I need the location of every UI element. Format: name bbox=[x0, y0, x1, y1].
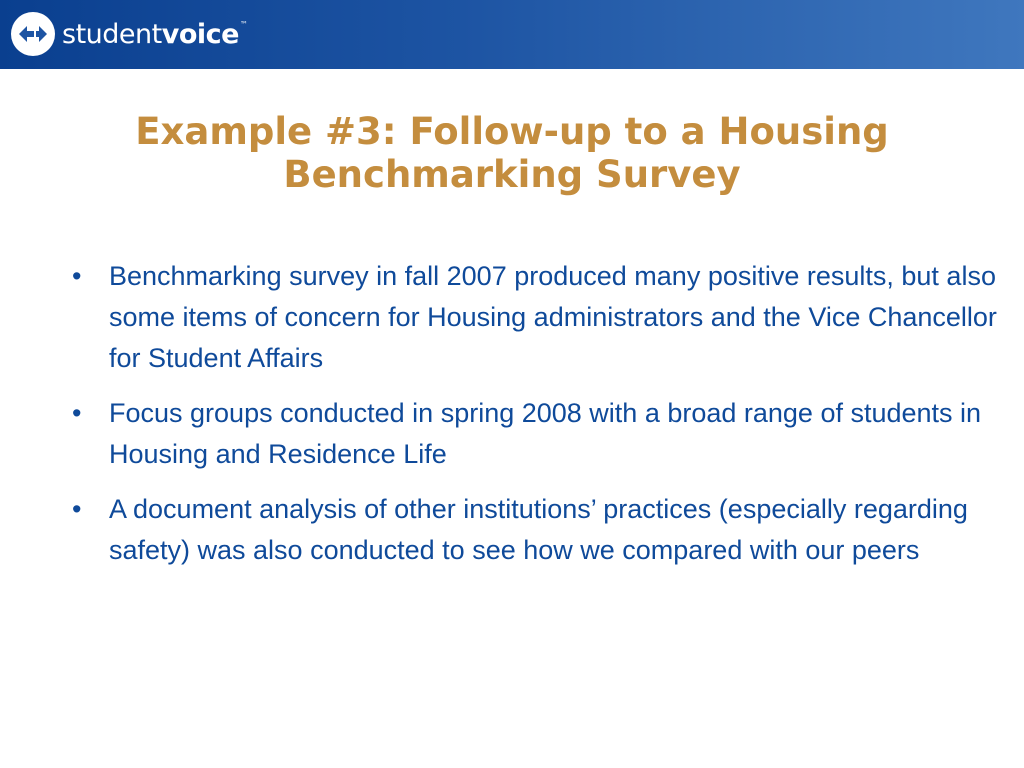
bullet-item-1 bbox=[70, 256, 1000, 379]
logo-trademark: ™ bbox=[239, 19, 248, 29]
slide-title: Example #3: Follow-up to a Housing Benchmarking Survey bbox=[135, 110, 889, 196]
bullet-item-2 bbox=[70, 393, 1000, 475]
arrow-circle-icon bbox=[10, 11, 56, 57]
logo-text-voice: voice bbox=[161, 18, 239, 50]
logo-wordmark bbox=[62, 18, 248, 50]
studentvoice-logo bbox=[10, 10, 247, 58]
bullet-text-1: Benchmarking survey in fall 2007 produced many positive results, but also some items of concern for Housing administrators and the Vice Chancellor for Student Affairs bbox=[109, 261, 997, 373]
bullet-dot: • bbox=[72, 494, 82, 524]
bullet-text-3: A document analysis of other institutions’ practices (especially regarding safety) was also conducted to see how we compared with our peers bbox=[109, 494, 968, 565]
bullet-dot: • bbox=[72, 261, 82, 291]
bullet-dot: • bbox=[72, 398, 82, 428]
bullet-list bbox=[70, 256, 1000, 585]
bullet-text-2: Focus groups conducted in spring 2008 with a broad range of students in Housing and Residence Life bbox=[109, 398, 982, 469]
logo-text-student: student bbox=[62, 18, 162, 50]
bullet-item-3 bbox=[70, 489, 1000, 571]
header-bar bbox=[0, 0, 1024, 69]
